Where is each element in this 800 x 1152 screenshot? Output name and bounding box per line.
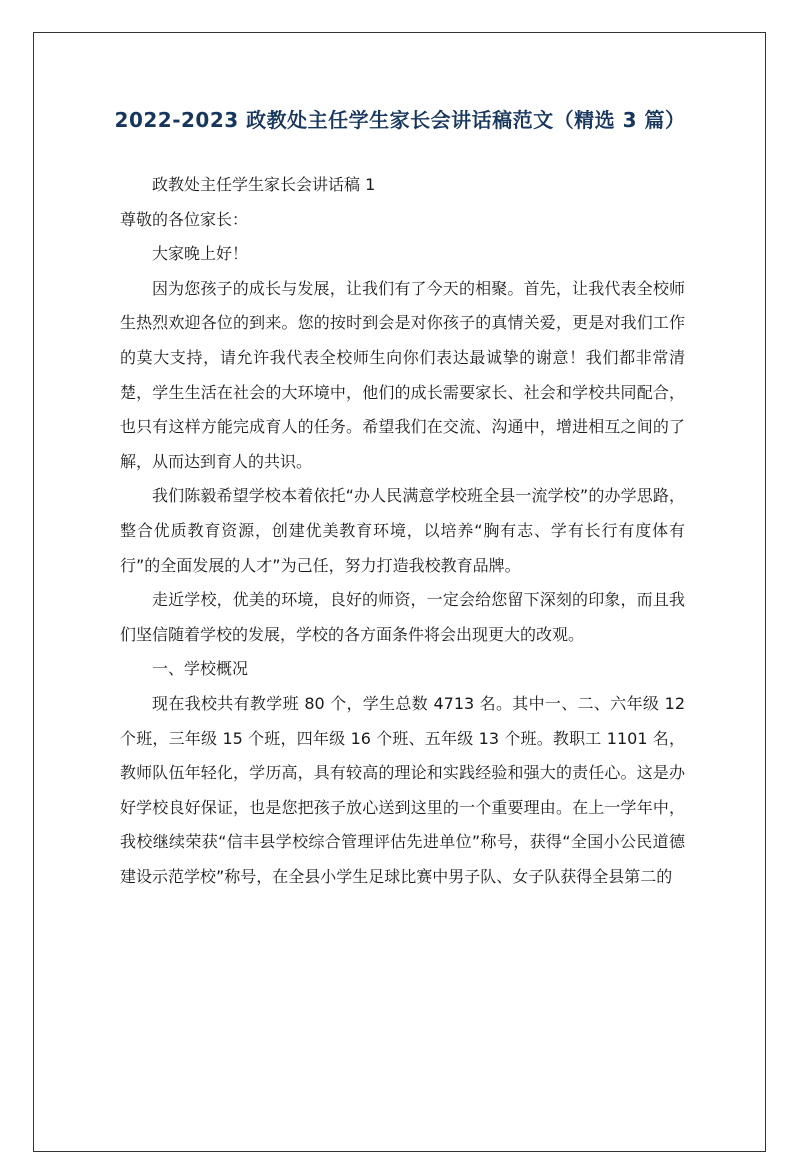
document-body	[120, 168, 685, 894]
greeting: 大家晚上好！	[152, 244, 249, 264]
body-paragraph: 因为您孩子的成长与发展，让我们有了今天的相聚。首先，让我代表全校师生热烈欢迎各位的到来。您的按时到会是对你孩子的真情关爱，更是对我们工作的莫大支持，请允许我代表全校师生向你们表达最诚挚的谢意！我们都非常清楚，学生生活在社会的大环境中，他们的成长需要家长、社会和学校共同配合，也只有这样方能完成育人的任务。希望我们在交流、沟通中，增进相互之间的了解，从而达到育人的共识。	[120, 278, 685, 471]
body-paragraph: 走近学校，优美的环境，良好的师资，一定会给您留下深刻的印象，而且我们坚信随着学校的发展，学校的各方面条件将会出现更大的改观。	[120, 590, 685, 644]
document-title: 2022-2023 政教处主任学生家长会讲话稿范文（精选 3 篇）	[114, 108, 686, 132]
salutation: 尊敬的各位家长：	[120, 209, 249, 229]
speech-subtitle: 政教处主任学生家长会讲话稿 1	[152, 175, 376, 194]
body-paragraph: 我们陈毅希望学校本着依托“办人民满意学校班全县一流学校”的办学思路，整合优质教育资源，创建优美教育环境，以培养“胸有志、学有长行有度体有行”的全面发展的人才”为己任，努力打造我校教育品牌。	[120, 486, 685, 575]
body-paragraph: 现在我校共有教学班 80 个，学生总数 4713 名。其中一、二、六年级 12 个班，三年级 15 个班，四年级 16 个班、五年级 13 个班。教职工 1101 名，教师队伍年轻化，学历高，具有较高的理论和实践经验和强大的责任心。这是办好学校良好保证，也是您把孩子放心送到这里的一个重要理由。在上一学年中，我校继续荣获“信丰县学校综合管理评估先进单位”称号，获得“全国小公民道德建设示范学校”称号，在全县小学生足球比赛中男子队、女子队获得全县第二的	[120, 693, 685, 886]
section-heading: 一、学校概况	[152, 659, 249, 679]
